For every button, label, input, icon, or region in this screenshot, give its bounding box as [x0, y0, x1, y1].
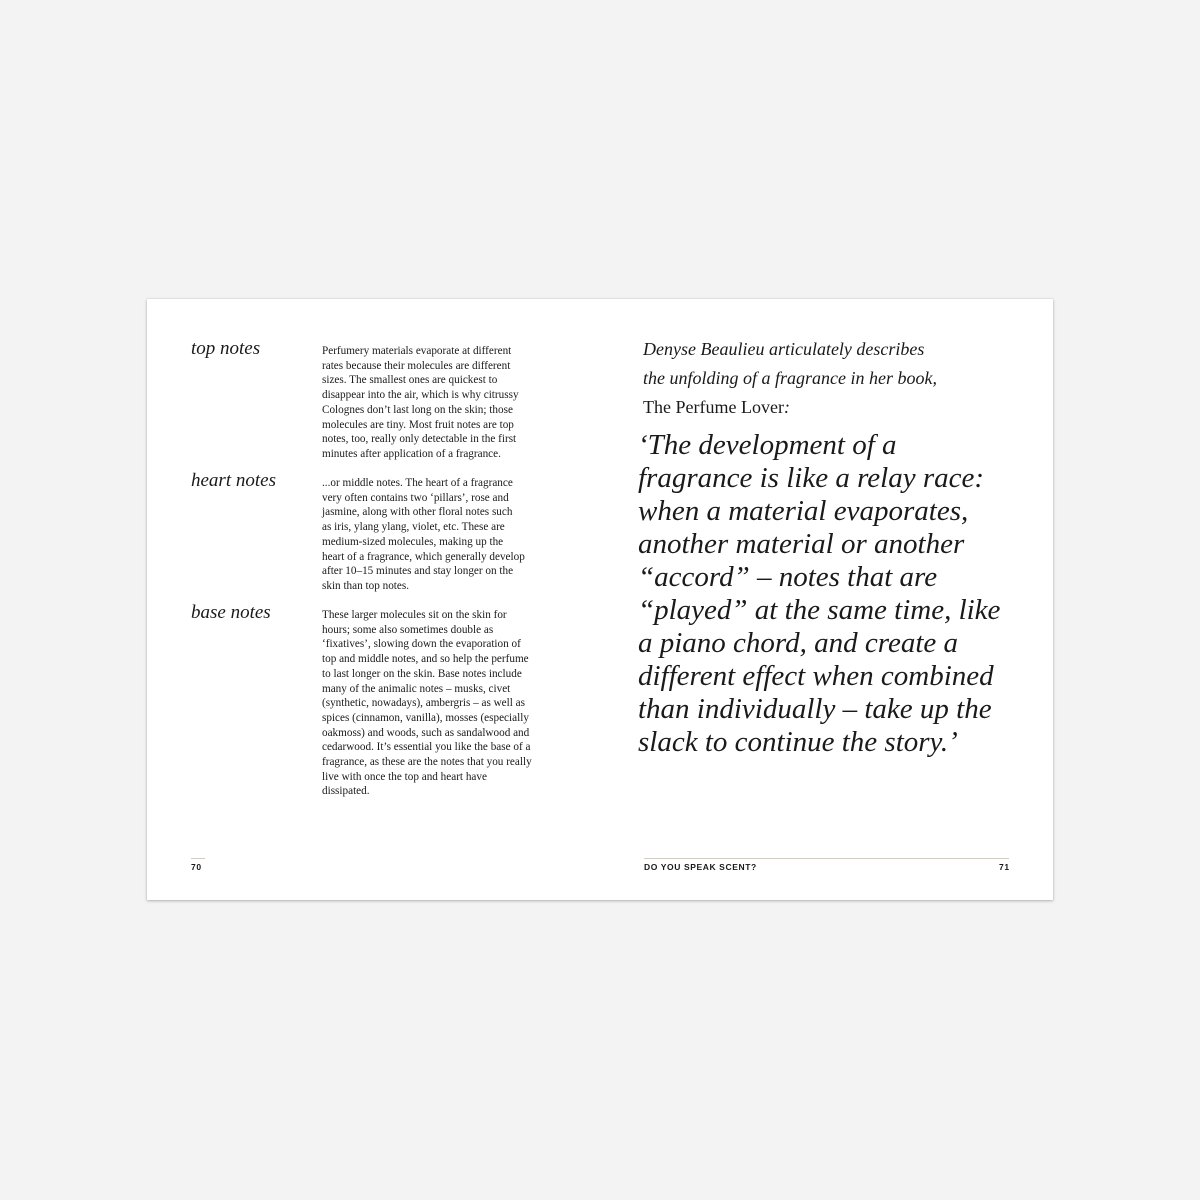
footer-rule-left — [191, 858, 205, 859]
book-title: The Perfume Lover — [643, 397, 784, 417]
running-head: DO YOU SPEAK SCENT? — [644, 862, 757, 872]
footer-rule-right — [644, 858, 1009, 859]
term-base-notes: base notes — [191, 602, 271, 623]
definition-heart-notes: ...or middle notes. The heart of a fragrance very often contains two ‘pillars’, rose and jasmine, along with other floral notes such as iris, ylang ylang, violet, etc. These are medium-sized molecules, making up the heart of a fragrance, which generally develop after 10–15 minutes and stay longer on the skin than top notes. — [322, 477, 525, 592]
intro-line: Denyse Beaulieu articulately describes — [643, 339, 925, 359]
definition-top-notes: Perfumery materials evaporate at different rates because their molecules are different sizes. The smallest ones are quickest to disappear into the air, which is why citrussy Colognes don’t last long on the skin; those molecules are tiny. Most fruit notes are top notes, too, really only detectable in the first minutes after application of a fragrance. — [322, 345, 519, 460]
page-number-left: 70 — [191, 862, 202, 872]
term-top-notes: top notes — [191, 338, 261, 359]
term-heart-notes: heart notes — [191, 470, 276, 491]
quote-introduction: Denyse Beaulieu articulately describes the unfolding of a fragrance in her book, The Perfume Lover: — [643, 335, 1023, 422]
page-number-right: 71 — [999, 862, 1010, 872]
book-spread — [147, 299, 1053, 900]
intro-line: the unfolding of a fragrance in her book, — [643, 368, 937, 388]
pull-quote: ‘The development of a fragrance is like a relay race: when a material evaporates, another material or another “accord” – notes that are “played” at the same time, like a piano chord, and create a different effect when combined than individually – take up the slack to continue the story.’ — [638, 429, 1001, 758]
definition-base-notes: These larger molecules sit on the skin for hours; some also sometimes double as ‘fixatives’, slowing down the evaporation of top and middle notes, and so help the perfume to last longer on the skin. Base notes include many of the animalic notes – musks, civet (synthetic, nowadays), ambergris – as well as spices (cinnamon, vanilla), mosses (especially oakmoss) and woods, such as sandalwood and cedarwood. It’s essential you like the base of a fragrance, as these are the notes that you really live with once the top and heart have dissipated. — [322, 609, 532, 798]
